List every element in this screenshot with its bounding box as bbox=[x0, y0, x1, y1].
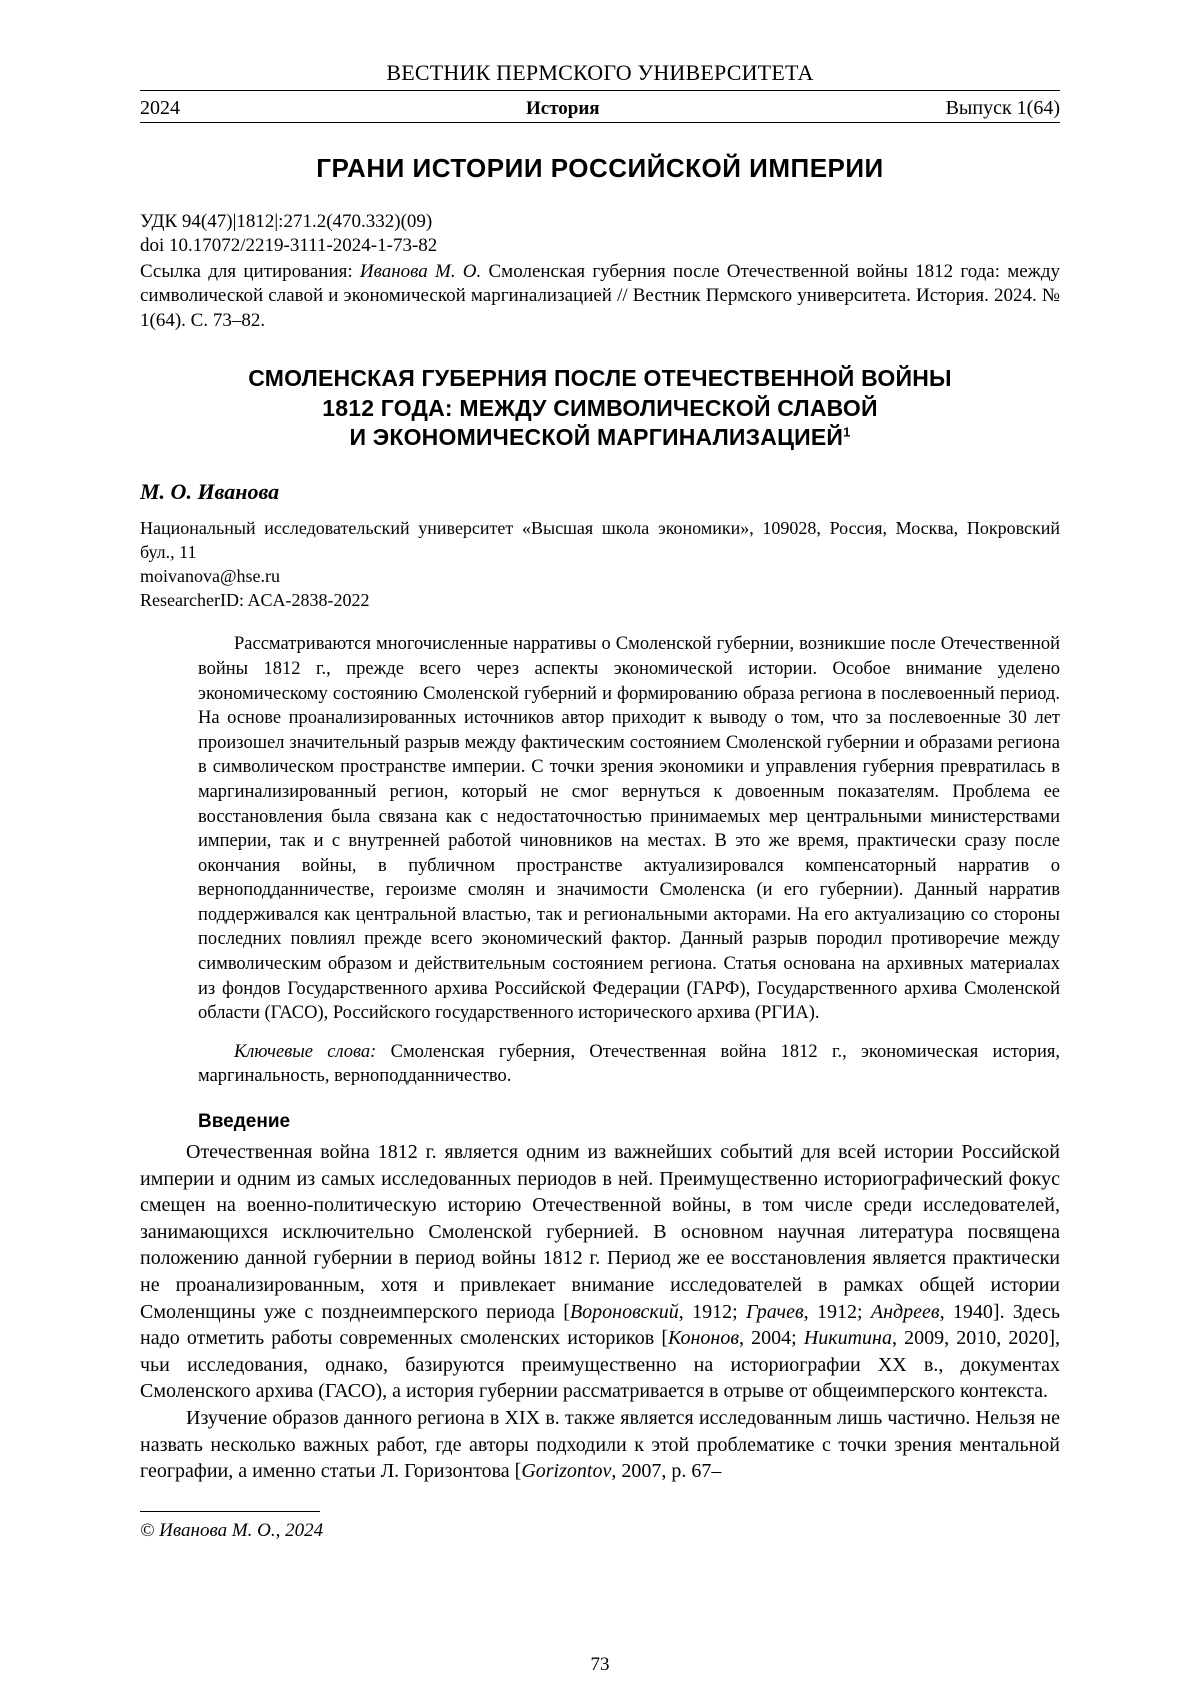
footnote-separator bbox=[140, 1511, 320, 1512]
title-footnote-marker: 1 bbox=[843, 424, 851, 440]
intro-p2-text-a: Изучение образов данного региона в XIX в. также является исследованным лишь частично. Нельзя не назвать несколько важных работ, где авторы подходили к этой проблематике с точки зрения ментальной географии, а именно статьи Л. Горизонтова [ bbox=[140, 1406, 1060, 1483]
section-heading-introduction: Введение bbox=[198, 1111, 291, 1133]
citation-author: Иванова М. О. bbox=[359, 260, 482, 282]
rubric-heading: ГРАНИ ИСТОРИИ РОССИЙСКОЙ ИМПЕРИИ bbox=[316, 153, 884, 183]
issue-section: История bbox=[526, 98, 600, 119]
author-email[interactable]: moivanova@hse.ru bbox=[140, 565, 281, 586]
intro-p1-text-a: Отечественная война 1812 г. является одним из важнейших событий для всей истории Российской империи и одним из самых исследованных периодов в ней. Преимущественно историографический фокус смещен на военно-политическую историю Отечественной войны, в том числе среди исследователей, занимающихся исключительно Смоленской губернией. В основном научная литература посвящена положению данной губернии в период войны 1812 г. Период же ее восстановления является практически не проанализированным, хотя и привлекает внимание исследователей в рамках общей истории Смоленщины уже с позднеимперского периода [ bbox=[140, 1141, 1060, 1323]
article-title-line-3: И ЭКОНОМИЧЕСКОЙ МАРГИНАЛИЗАЦИЕЙ bbox=[349, 424, 844, 451]
reference-gorizontov: Gorizontov bbox=[521, 1460, 612, 1483]
abstract-text: Рассматриваются многочисленные нарративы о Смоленской губернии, возникшие после Отечественной войны 1812 г., прежде всего через аспекты экономической истории. Особое внимание уделено экономическому состоянию Смоленской губерний и формированию образа региона в послевоенный период. На основе проанализированных источников автор приходит к выводу о том, что за послевоенные 30 лет произошел значительный разрыв между фактическим состоянием Смоленской губернии и образами региона в символическом пространстве империи. С точки зрения экономики и управления губерния превратилась в маргинализированный регион, который не смог вернуться к довоенным показателям. Проблема ее восстановления была связана как с недостаточностью принимаемых мер центральными министерствами империи, так и с внутренней работой чиновников на местах. В это же время, практически сразу после окончания войны, в публичном пространстве актуализировался компенсаторный нарратив о верноподданничестве, героизме смолян и значимости Смоленска (и его губернии). Данный нарратив поддерживался как центральной властью, так и региональными акторами. На его актуализацию со стороны последних повлиял прежде всего экономический фактор. Данный разрыв породил противоречие между символическим образом и действительным состоянием региона. Статья основана на архивных материалах из фондов Государственного архива Российской Федерации (ГАРФ), Государственного архива Смоленской области (ГАСО), Российского государственного исторического архива (РГИА). bbox=[198, 634, 1060, 1024]
keywords-value: Смоленская губерния, Отечественная война 1812 г., экономическая история, маргинальность, верноподданничество. bbox=[198, 1041, 1061, 1087]
article-author: М. О. Иванова bbox=[140, 479, 280, 505]
intro-p1-text-f: , 2009, 2010, 2020], чьи исследования, однако, базируются преимущественно на историографии XX в., документах Смоленского архива (ГАСО), а история губернии рассматривается в отрыве от общеимперского контекста. bbox=[140, 1327, 1060, 1403]
author-researcher-id: ResearcherID: ACA-2838-2022 bbox=[140, 589, 370, 610]
reference-kononov: Кононов bbox=[667, 1327, 740, 1350]
intro-p2-text-b: , 2007, p. 67– bbox=[611, 1460, 722, 1483]
intro-paragraph-1 bbox=[140, 1139, 1060, 1405]
author-affiliation: Национальный исследовательский университет «Высшая школа экономики», 109028, Россия, Москва, Покровский бул., 11 bbox=[140, 518, 1060, 563]
intro-p1-text-b: , 1912; bbox=[678, 1300, 746, 1323]
issue-number: Выпуск 1(64) bbox=[945, 97, 1060, 119]
issue-year: 2024 bbox=[140, 97, 180, 119]
header-divider-bottom bbox=[140, 122, 1060, 123]
reference-andreev: Андреев bbox=[870, 1300, 940, 1323]
article-title bbox=[140, 364, 1060, 454]
article-metadata bbox=[140, 210, 1060, 259]
reference-grachev: Грачев bbox=[745, 1300, 804, 1323]
citation-block bbox=[140, 260, 1060, 334]
reference-nikitina: Никитина bbox=[803, 1327, 892, 1350]
issue-header bbox=[140, 97, 1060, 120]
journal-title: ВЕСТНИК ПЕРМСКОГО УНИВЕРСИТЕТА bbox=[386, 60, 814, 85]
doi-code: doi 10.17072/2219-3111-2024-1-73-82 bbox=[140, 235, 438, 257]
reference-voronovsky: Вороновский bbox=[569, 1300, 679, 1323]
copyright-line: © Иванова М. О., 2024 bbox=[140, 1519, 324, 1541]
keywords-label: Ключевые слова: bbox=[234, 1041, 377, 1062]
intro-p1-text-c: , 1912; bbox=[803, 1300, 871, 1323]
intro-p1-text-e: , 2004; bbox=[739, 1327, 804, 1350]
keywords-block bbox=[198, 1040, 1060, 1089]
citation-label: Ссылка для цитирования: bbox=[140, 260, 353, 282]
header-divider-top bbox=[140, 90, 1060, 91]
intro-p1-text-d: , 1940]. Здесь надо отметить работы современных смоленских историков [ bbox=[140, 1300, 1061, 1350]
page-number: 73 bbox=[590, 1654, 610, 1675]
article-title-line-2: 1812 ГОДА: МЕЖДУ СИМВОЛИЧЕСКОЙ СЛАВОЙ bbox=[322, 394, 878, 421]
udk-code: УДК 94(47)|1812|:271.2(470.332)(09) bbox=[140, 211, 433, 232]
article-title-line-1: СМОЛЕНСКАЯ ГУБЕРНИЯ ПОСЛЕ ОТЕЧЕСТВЕННОЙ ВОЙНЫ bbox=[248, 364, 952, 391]
citation-rest: Смоленская губерния после Отечественной войны 1812 года: между символической славой и экономической маргинализацией // Вестник Пермского университета. История. 2024. № 1(64). С. 73–82. bbox=[140, 260, 1061, 331]
page-content bbox=[140, 60, 1061, 1675]
intro-paragraph-2 bbox=[140, 1405, 1060, 1485]
